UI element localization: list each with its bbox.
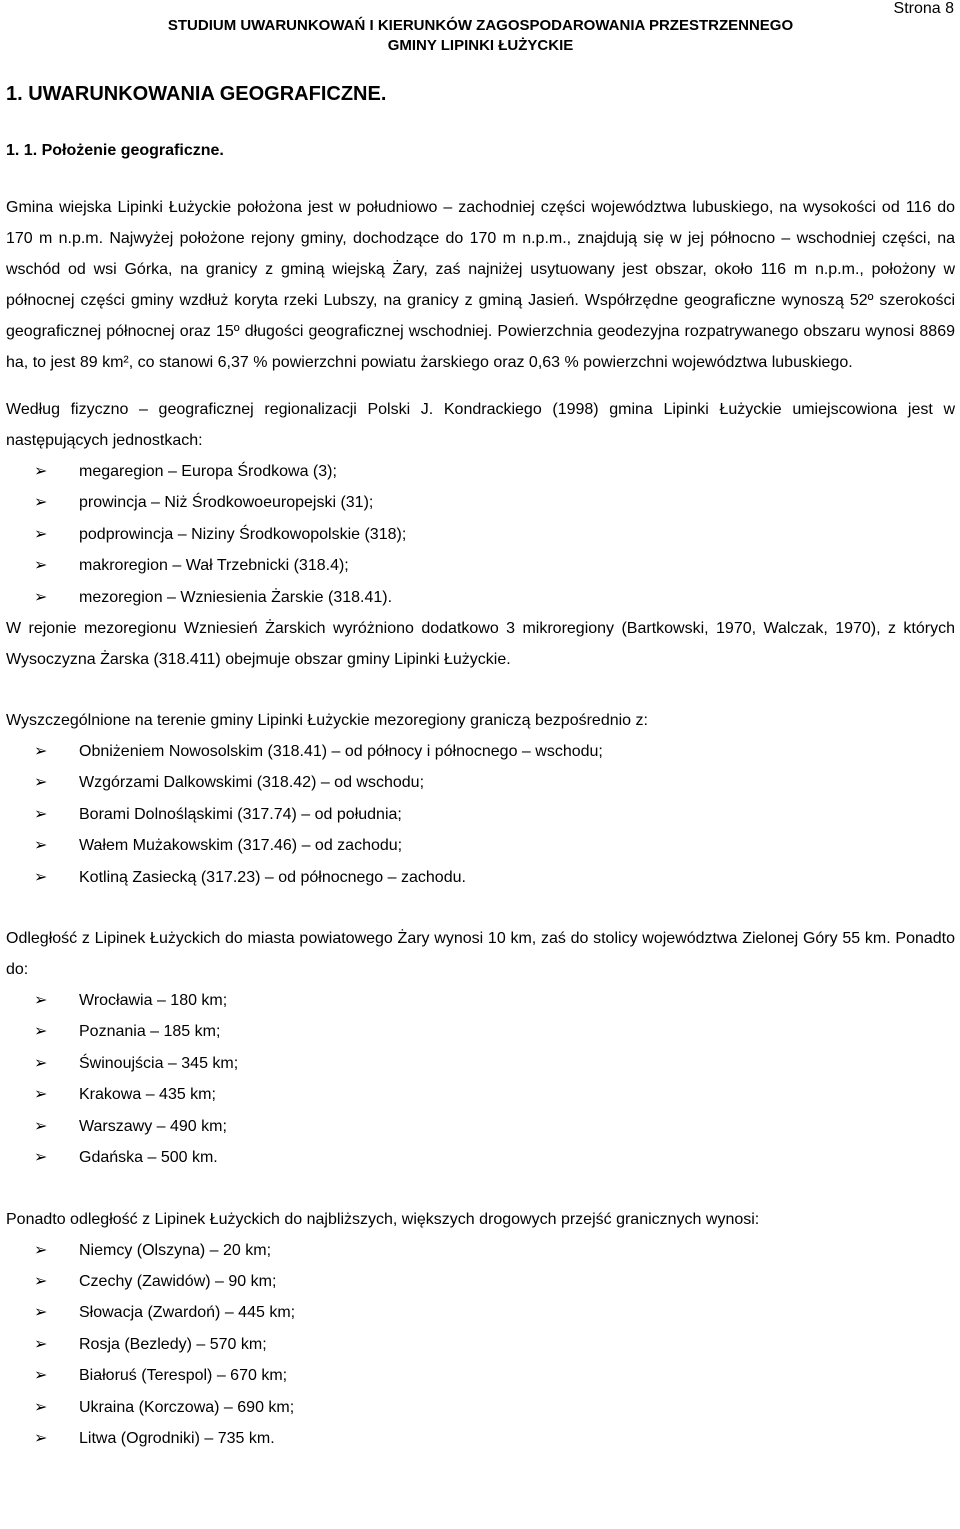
arrow-bullet-icon: ➢ <box>34 1335 48 1353</box>
arrow-bullet-icon: ➢ <box>34 1086 48 1104</box>
list-item <box>6 1235 955 1266</box>
list-item-text: Litwa (Ogrodniki) – 735 km. <box>79 1429 275 1447</box>
arrow-bullet-icon: ➢ <box>34 1054 48 1072</box>
header-line-1: STUDIUM UWARUNKOWAŃ I KIERUNKÓW ZAGOSPODAROWANIA PRZESTRZENNEGO <box>167 17 794 34</box>
list-item-text: Poznania – 185 km; <box>79 1023 221 1041</box>
list-item <box>6 862 955 893</box>
arrow-bullet-icon: ➢ <box>34 588 48 606</box>
list-item <box>6 1048 955 1079</box>
list-item <box>6 550 955 581</box>
list-item <box>6 1297 955 1328</box>
list-item <box>6 487 955 518</box>
section-title: 1. UWARUNKOWANIA GEOGRAFICZNE. <box>6 83 387 105</box>
list-item-text: Białoruś (Terespol) – 670 km; <box>79 1367 288 1385</box>
arrow-bullet-icon: ➢ <box>34 1117 48 1135</box>
arrow-bullet-icon: ➢ <box>34 1241 48 1259</box>
list-item-text: Świnoujścia – 345 km; <box>79 1054 239 1072</box>
list-item-text: Warszawy – 490 km; <box>79 1117 227 1135</box>
arrow-bullet-icon: ➢ <box>34 1272 48 1290</box>
arrow-bullet-icon: ➢ <box>34 1149 48 1167</box>
document-header <box>6 0 955 56</box>
document-page <box>6 0 955 1454</box>
page-number: Strona 8 <box>893 0 954 17</box>
paragraph-border-crossings: Ponadto odległość z Lipinek Łużyckich do najbliższych, większych drogowych przejść granicznych wynosi: <box>6 1210 760 1228</box>
list-item-text: prowincja – Niż Środkowoeuropejski (31); <box>79 494 374 512</box>
paragraph-microregions: W rejonie mezoregionu Wzniesień Żarskich wyróżniono dodatkowo 3 mikroregiony (Bartkowski, 1970, Walczak, 1970), z których Wysoczyzna Żarska (318.411) obejmuje obszar gminy Lipinki Łużyckie. <box>6 620 955 669</box>
list-item <box>6 582 955 613</box>
arrow-bullet-icon: ➢ <box>34 805 48 823</box>
list-item-text: Borami Dolnośląskimi (317.74) – od południa; <box>79 805 402 823</box>
arrow-bullet-icon: ➢ <box>34 1023 48 1041</box>
list-item <box>6 1079 955 1110</box>
list-item-text: Obniżeniem Nowosolskim (318.41) – od północy i północnego – wschodu; <box>79 743 603 761</box>
list-item <box>6 830 955 861</box>
list-item-text: Wzgórzami Dalkowskimi (318.42) – od wschodu; <box>79 774 425 792</box>
list-item-text: Słowacja (Zwardoń) – 445 km; <box>79 1304 296 1322</box>
paragraph-borders: Wyszczególnione na terenie gminy Lipinki Łużyckie mezoregiony graniczą bezpośrednio z: <box>6 712 648 730</box>
arrow-bullet-icon: ➢ <box>34 494 48 512</box>
list-item-text: Wałem Mużakowskim (317.46) – od zachodu; <box>79 837 403 855</box>
paragraph-location: Gmina wiejska Lipinki Łużyckie położona jest w południowo – zachodniej części województwa lubuskiego, na wysokości od 116 do 170 m n.p.m. Najwyżej położone rejony gminy, dochodzące do 170 m n.p.m., znajdują się w jej północno – wschodniej części, na wschód od wsi Górka, na granicy z gminą wiejską Żary, zaś najniżej usytuowany jest obszar, około 116 m n.p.m., położony w północnej części gminy wzdłuż koryta rzeki Lubszy, na granicy z gminą Jasień. Współrzędne geograficzne wynoszą 52º szerokości geograficznej północnej oraz 15º długości geograficznej wschodniej. Powierzchnia geodezyjna rozpatrywanego obszaru wynosi 8869 ha, to jest 89 km², co stanowi 6,37 % powierzchni powiatu żarskiego oraz 0,63 % powierzchni województwa lubuskiego. <box>6 199 955 371</box>
arrow-bullet-icon: ➢ <box>34 992 48 1010</box>
list-item-text: Niemcy (Olszyna) – 20 km; <box>79 1241 272 1259</box>
list-item <box>6 1392 955 1423</box>
list-item-text: podprowincja – Niziny Środkowopolskie (318); <box>79 525 407 543</box>
list-item-text: megaregion – Europa Środkowa (3); <box>79 463 337 480</box>
arrow-bullet-icon: ➢ <box>34 837 48 855</box>
arrow-bullet-icon: ➢ <box>34 1304 48 1322</box>
header-line-2: GMINY LIPINKI ŁUŻYCKIE <box>387 37 574 54</box>
list-item <box>6 767 955 798</box>
cities-list <box>6 985 955 1173</box>
list-item <box>6 1016 955 1047</box>
borders-list <box>6 736 955 893</box>
list-item-text: Kotliną Zasiecką (317.23) – od północnego – zachodu. <box>79 868 466 886</box>
regions-list <box>6 456 955 613</box>
subsection-title: 1. 1. Położenie geograficzne. <box>6 142 224 159</box>
arrow-bullet-icon: ➢ <box>34 868 48 886</box>
list-item <box>6 1360 955 1391</box>
crossings-list <box>6 1235 955 1455</box>
list-item <box>6 1266 955 1297</box>
arrow-bullet-icon: ➢ <box>34 1429 48 1447</box>
list-item-text: Rosja (Bezledy) – 570 km; <box>79 1335 267 1353</box>
list-item-text: Wrocławia – 180 km; <box>79 992 228 1010</box>
list-item <box>6 736 955 767</box>
list-item <box>6 985 955 1016</box>
paragraph-distances: Odległość z Lipinek Łużyckich do miasta powiatowego Żary wynosi 10 km, zaś do stolicy województwa Zielonej Góry 55 km. Ponadto do: <box>6 930 955 979</box>
arrow-bullet-icon: ➢ <box>34 557 48 575</box>
list-item-text: Ukraina (Korczowa) – 690 km; <box>79 1398 295 1416</box>
arrow-bullet-icon: ➢ <box>34 1367 48 1385</box>
arrow-bullet-icon: ➢ <box>34 774 48 792</box>
list-item-text: mezoregion – Wzniesienia Żarskie (318.41). <box>79 588 393 606</box>
list-item <box>6 799 955 830</box>
list-item <box>6 1111 955 1142</box>
list-item <box>6 1142 955 1173</box>
list-item-text: Czechy (Zawidów) – 90 km; <box>79 1272 277 1290</box>
paragraph-regionalization: Według fizyczno – geograficznej regionalizacji Polski J. Kondrackiego (1998) gmina Lipinki Łużyckie umiejscowiona jest w następujących jednostkach: <box>6 401 955 449</box>
list-item <box>6 456 955 487</box>
list-item <box>6 519 955 550</box>
list-item <box>6 1423 955 1454</box>
arrow-bullet-icon: ➢ <box>34 463 48 480</box>
arrow-bullet-icon: ➢ <box>34 743 48 761</box>
arrow-bullet-icon: ➢ <box>34 525 48 543</box>
arrow-bullet-icon: ➢ <box>34 1398 48 1416</box>
list-item <box>6 1329 955 1360</box>
list-item-text: Gdańska – 500 km. <box>79 1149 218 1167</box>
list-item-text: makroregion – Wał Trzebnicki (318.4); <box>79 557 349 575</box>
list-item-text: Krakowa – 435 km; <box>79 1086 216 1104</box>
